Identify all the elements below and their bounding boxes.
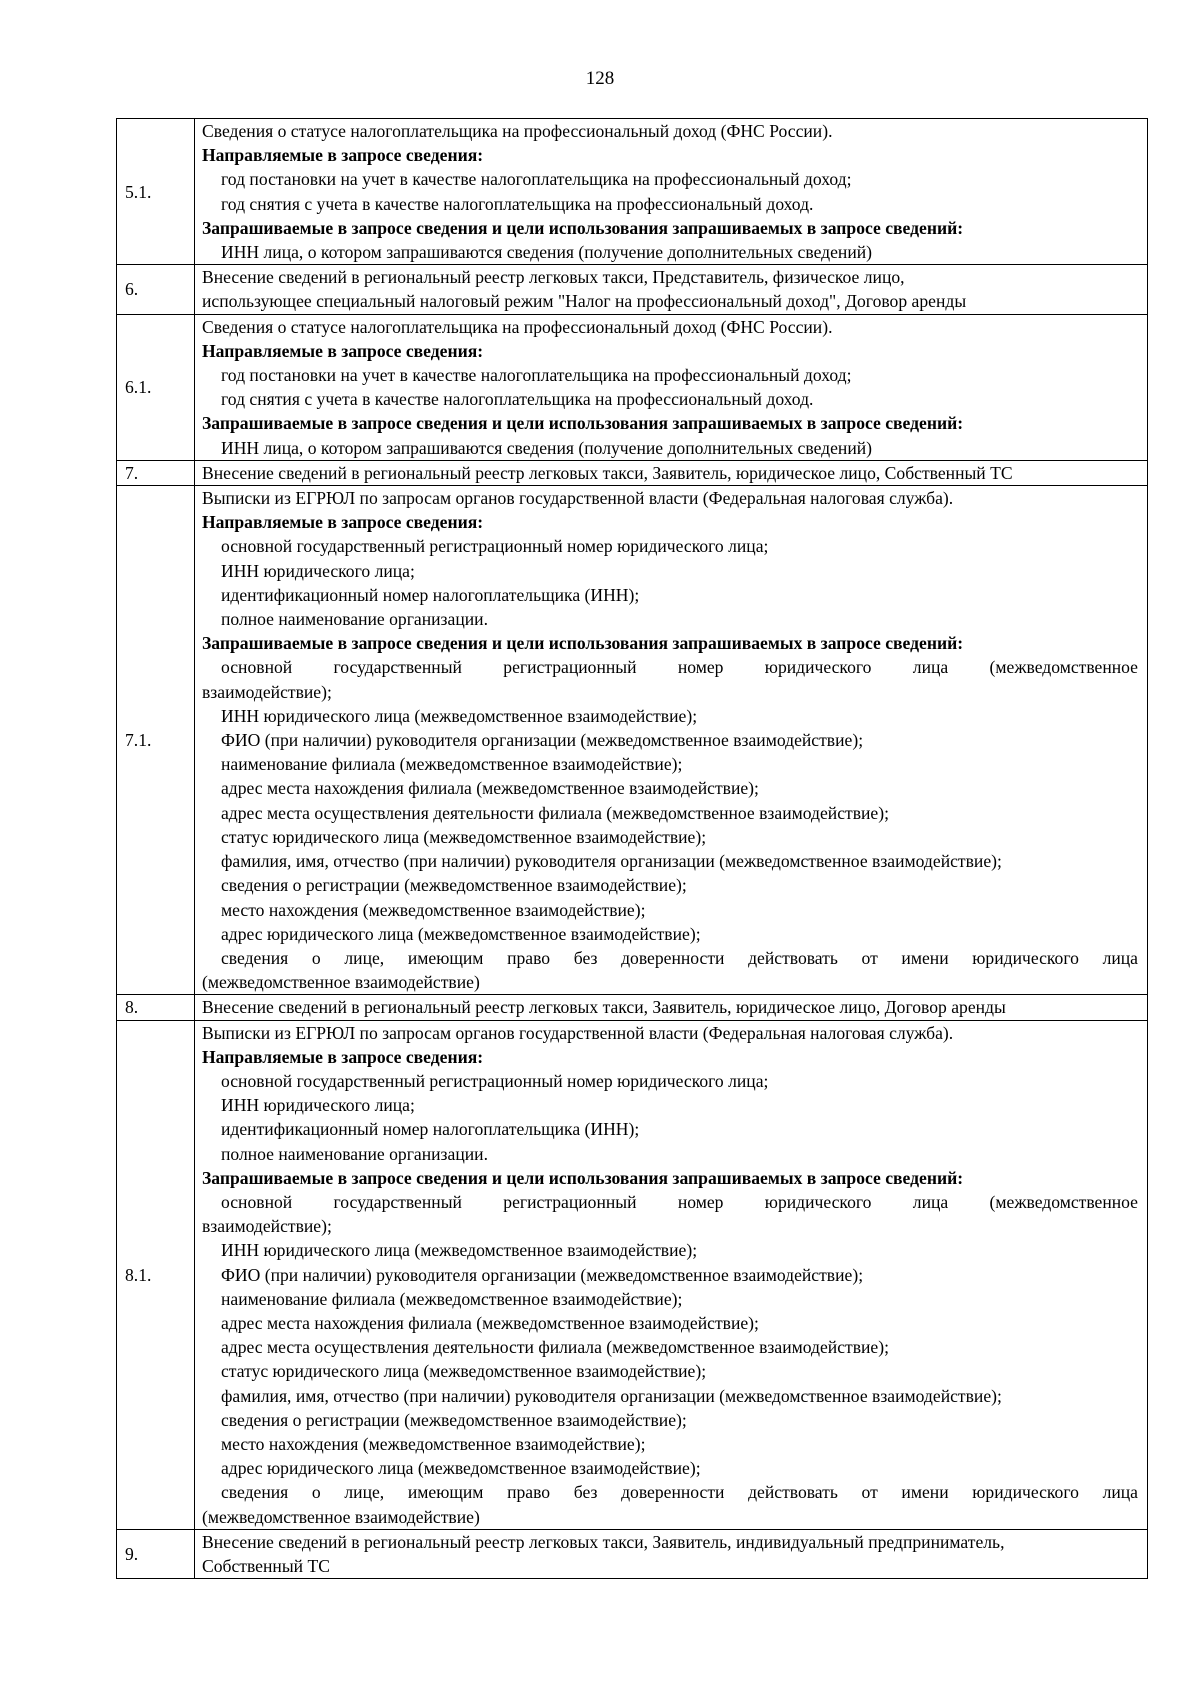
content-line: основной государственный регистрационный номер юридического лица (межведомственное <box>221 657 1138 678</box>
content-line: ИНН юридического лица; <box>221 560 415 581</box>
content-line: ИНН юридического лица (межведомственное взаимодействие); <box>221 1240 698 1261</box>
content-line: сведения о регистрации (межведомственное взаимодействие); <box>221 875 687 896</box>
row-content-cell <box>195 119 1148 265</box>
requirements-table <box>116 118 1148 1579</box>
table-row <box>117 119 1148 265</box>
content-line: год постановки на учет в качестве налогоплательщика на профессиональный доход; <box>221 365 852 386</box>
content-line: адрес места осуществления деятельности филиала (межведомственное взаимодействие); <box>221 1337 889 1358</box>
content-line: статус юридического лица (межведомственное взаимодействие); <box>221 826 707 847</box>
content-line: взаимодействие); <box>202 1216 332 1237</box>
section-heading: Направляемые в запросе сведения: <box>202 512 484 533</box>
content-line: сведения о регистрации (межведомственное взаимодействие); <box>221 1409 687 1430</box>
content-line: Внесение сведений в региональный реестр легковых такси, Заявитель, юридическое лицо, Договор аренды <box>202 997 1006 1018</box>
content-line: (межведомственное взаимодействие) <box>202 972 480 993</box>
content-line: основной государственный регистрационный номер юридического лица (межведомственное <box>221 1191 1138 1212</box>
row-content-cell <box>195 265 1148 314</box>
table-row <box>117 1020 1148 1529</box>
table-row <box>117 1529 1148 1578</box>
content-line: наименование филиала (межведомственное взаимодействие); <box>221 1288 683 1309</box>
section-heading: Запрашиваемые в запросе сведения и цели использования запрашиваемых в запросе сведений: <box>202 217 964 238</box>
section-heading: Запрашиваемые в запросе сведения и цели использования запрашиваемых в запросе сведений: <box>202 633 964 654</box>
table-row <box>117 460 1148 485</box>
content-line: взаимодействие); <box>202 681 332 702</box>
content-line: идентификационный номер налогоплательщика (ИНН); <box>221 584 640 605</box>
table-row <box>117 265 1148 314</box>
content-line: место нахождения (межведомственное взаимодействие); <box>221 899 646 920</box>
content-line: Внесение сведений в региональный реестр легковых такси, Заявитель, индивидуальный предприниматель, <box>202 1531 1005 1552</box>
row-number-cell: 6.1. <box>117 314 195 460</box>
content-line: адрес юридического лица (межведомственное взаимодействие); <box>221 923 701 944</box>
content-line: сведения о лице, имеющим право без доверенности действовать от имени юридического лица <box>221 947 1138 968</box>
content-line: наименование филиала (межведомственное взаимодействие); <box>221 754 683 775</box>
table-row <box>117 314 1148 460</box>
row-content-cell <box>195 314 1148 460</box>
content-line: Сведения о статусе налогоплательщика на профессиональный доход (ФНС России). <box>202 316 833 337</box>
content-line: ФИО (при наличии) руководителя организации (межведомственное взаимодействие); <box>221 1264 864 1285</box>
content-line: полное наименование организации. <box>221 1143 488 1164</box>
row-content-cell <box>195 1529 1148 1578</box>
page-number: 128 <box>585 68 615 89</box>
content-line: ИНН лица, о котором запрашиваются сведения (получение дополнительных сведений) <box>221 242 873 263</box>
content-line: адрес места осуществления деятельности филиала (межведомственное взаимодействие); <box>221 802 889 823</box>
row-number-cell: 5.1. <box>117 119 195 265</box>
content-line: основной государственный регистрационный номер юридического лица; <box>221 536 769 557</box>
content-line: ИНН юридического лица (межведомственное взаимодействие); <box>221 705 698 726</box>
row-number-cell: 6. <box>117 265 195 314</box>
content-line: сведения о лице, имеющим право без доверенности действовать от имени юридического лица <box>221 1482 1138 1503</box>
row-number-cell: 8.1. <box>117 1020 195 1529</box>
content-line: Собственный ТС <box>202 1555 330 1576</box>
content-line: Сведения о статусе налогоплательщика на профессиональный доход (ФНС России). <box>202 121 833 141</box>
content-line: год постановки на учет в качестве налогоплательщика на профессиональный доход; <box>221 169 852 190</box>
content-line: Внесение сведений в региональный реестр легковых такси, Представитель, физическое лицо, <box>202 267 905 288</box>
content-line: ИНН юридического лица; <box>221 1095 415 1116</box>
row-number-cell: 8. <box>117 995 195 1020</box>
content-line: место нахождения (межведомственное взаимодействие); <box>221 1433 646 1454</box>
content-line: полное наименование организации. <box>221 609 488 630</box>
section-heading: Направляемые в запросе сведения: <box>202 145 484 166</box>
table-row <box>117 995 1148 1020</box>
table-row <box>117 486 1148 995</box>
section-heading: Запрашиваемые в запросе сведения и цели использования запрашиваемых в запросе сведений: <box>202 1167 964 1188</box>
section-heading: Направляемые в запросе сведения: <box>202 1046 484 1067</box>
content-line: год снятия с учета в качестве налогоплательщика на профессиональный доход. <box>221 389 814 410</box>
content-line: фамилия, имя, отчество (при наличии) руководителя организации (межведомственное взаимодействие); <box>221 851 1002 872</box>
row-content-cell <box>195 1020 1148 1529</box>
content-line: Выписки из ЕГРЮЛ по запросам органов государственной власти (Федеральная налоговая служба). <box>202 488 954 509</box>
content-line: основной государственный регистрационный номер юридического лица; <box>221 1070 769 1091</box>
section-heading: Направляемые в запросе сведения: <box>202 340 484 361</box>
row-number-cell: 9. <box>117 1529 195 1578</box>
content-line: адрес места нахождения филиала (межведомственное взаимодействие); <box>221 778 759 799</box>
content-line: (межведомственное взаимодействие) <box>202 1506 480 1527</box>
table-body <box>117 119 1148 1579</box>
row-number-cell: 7. <box>117 460 195 485</box>
section-heading: Запрашиваемые в запросе сведения и цели использования запрашиваемых в запросе сведений: <box>202 413 964 434</box>
content-line: фамилия, имя, отчество (при наличии) руководителя организации (межведомственное взаимодействие); <box>221 1385 1002 1406</box>
row-number-cell: 7.1. <box>117 486 195 995</box>
content-line: идентификационный номер налогоплательщика (ИНН); <box>221 1119 640 1140</box>
content-line: адрес юридического лица (межведомственное взаимодействие); <box>221 1458 701 1479</box>
content-line: Внесение сведений в региональный реестр легковых такси, Заявитель, юридическое лицо, Собственный ТС <box>202 462 1013 483</box>
row-content-cell <box>195 460 1148 485</box>
row-content-cell <box>195 486 1148 995</box>
content-line: Выписки из ЕГРЮЛ по запросам органов государственной власти (Федеральная налоговая служба). <box>202 1022 954 1043</box>
content-line: ФИО (при наличии) руководителя организации (межведомственное взаимодействие); <box>221 730 864 751</box>
row-content-cell <box>195 995 1148 1020</box>
content-line: статус юридического лица (межведомственное взаимодействие); <box>221 1361 707 1382</box>
content-line: адрес места нахождения филиала (межведомственное взаимодействие); <box>221 1312 759 1333</box>
content-line: год снятия с учета в качестве налогоплательщика на профессиональный доход. <box>221 193 814 214</box>
content-line: использующее специальный налоговый режим "Налог на профессиональный доход", Договор аренды <box>202 291 967 312</box>
content-line: ИНН лица, о котором запрашиваются сведения (получение дополнительных сведений) <box>221 437 873 458</box>
